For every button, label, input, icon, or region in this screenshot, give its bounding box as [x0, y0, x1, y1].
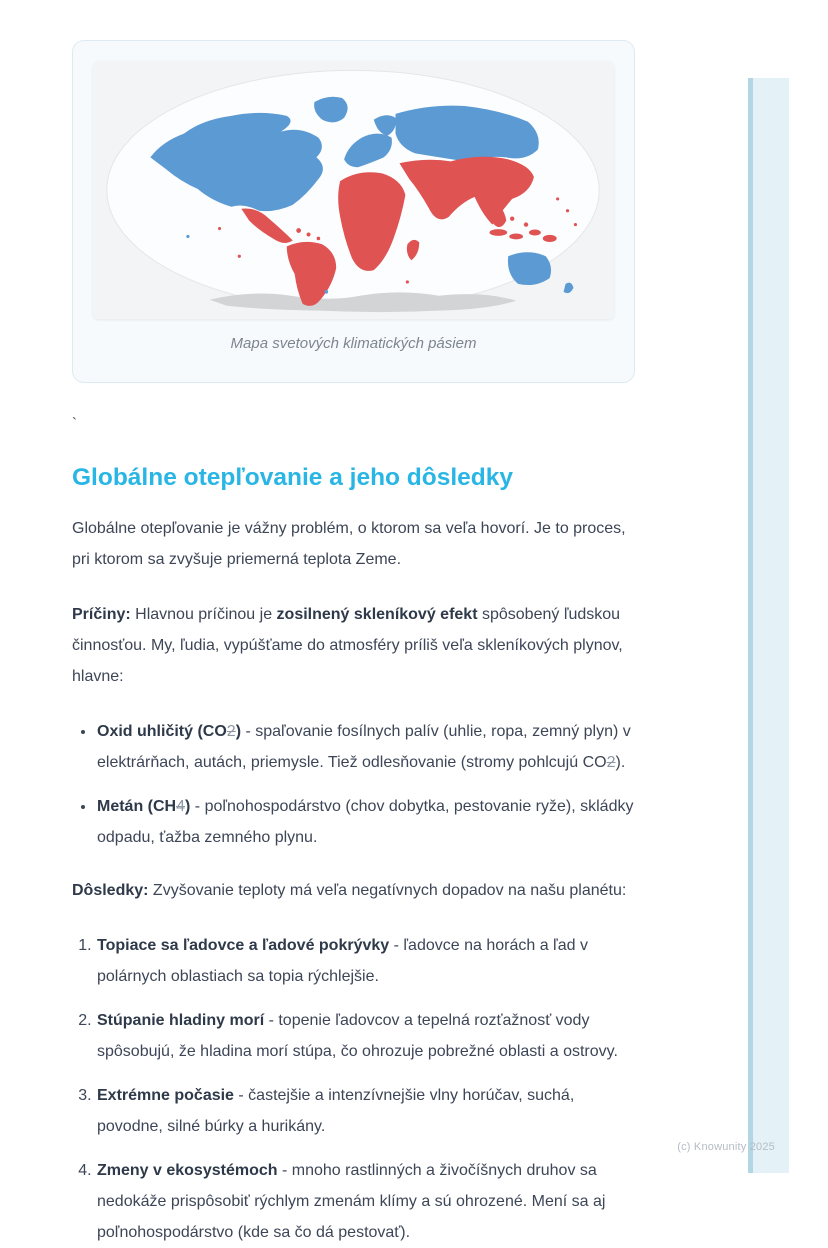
consequences-paragraph: Dôsledky: Zvyšovanie teploty má veľa negatívnych dopadov na našu planétu:	[72, 882, 627, 899]
map-card	[72, 40, 635, 383]
page-title: Globálne otepľovanie a jeho dôsledky	[72, 464, 514, 491]
stray-backtick-text: `	[72, 415, 77, 432]
article-body	[72, 463, 635, 1248]
list-item: 2. Stúpanie hladiny morí - topenie ľadovcov a tepelná rozťažnosť vody spôsobujú, že hladina morí stúpa, čo ohrozuje pobrežné oblasti a ostrovy.	[96, 1005, 635, 1067]
intro-paragraph: Globálne otepľovanie je vážny problém, o ktorom sa veľa hovorí. Je to proces, pri ktorom sa zvyšuje priemerná teplota Zeme.	[72, 520, 626, 568]
causes-list	[72, 716, 635, 853]
list-item: • Metán (CH4) - poľnohospodárstvo (chov dobytka, pestovanie ryže), skládky odpadu, ťažba zemného plynu.	[96, 791, 635, 853]
list-item: 3. Extrémne počasie - častejšie a intenzívnejšie vlny horúčav, suchá, povodne, silné búrky a hurikány.	[96, 1080, 635, 1142]
decorative-side-stripe	[748, 78, 789, 1173]
copyright-text: (c) Knowunity 2025	[677, 1141, 775, 1153]
list-item: 1. Topiace sa ľadovce a ľadové pokrývky - ľadovce na horách a ľad v polárnych oblastiach sa topia rýchlejšie.	[96, 930, 635, 992]
map-caption: Mapa svetových klimatických pásiem	[230, 335, 477, 352]
world-climate-map-image	[93, 61, 614, 319]
consequences-list	[72, 930, 635, 1248]
causes-paragraph: Príčiny: Hlavnou príčinou je zosilnený skleníkový efekt spôsobený ľudskou činnosťou. My, ľudia, vypúšťame do atmosféry príliš veľa skleníkových plynov, hlavne:	[72, 606, 623, 685]
list-item: 4. Zmeny v ekosystémoch - mnoho rastlinných a živočíšnych druhov sa nedokáže prispôsobiť rýchlym zmenám klímy a sú ohrozené. Mení sa aj poľnohospodárstvo (kde sa čo dá pestovať).	[96, 1155, 635, 1248]
list-item: • Oxid uhličitý (CO2) - spaľovanie fosílnych palív (uhlie, ropa, zemný plyn) v elektrárňach, autách, priemysle. Tiež odlesňovanie (stromy pohlcujú CO2).	[96, 716, 635, 778]
world-map-icon	[93, 61, 614, 319]
